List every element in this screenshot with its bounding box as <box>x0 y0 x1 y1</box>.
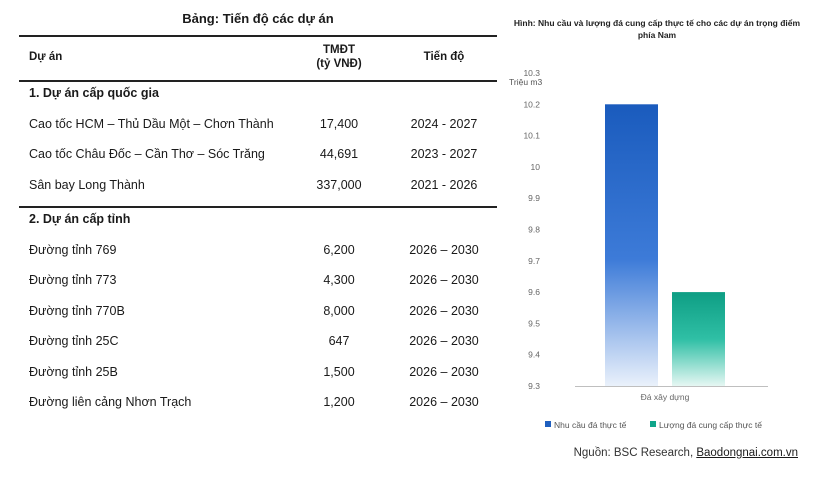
project-name: Cao tốc Châu Đốc – Cần Thơ – Sóc Trăng <box>29 147 265 161</box>
legend-label-supply: Lượng đá cung cấp thực tế <box>659 420 762 430</box>
capital-cell: 17,400 <box>319 116 359 131</box>
schedule-cell: 2021 - 2026 <box>410 177 478 192</box>
schedule-cell: 2026 – 2030 <box>409 364 479 379</box>
y-tick-label: 9.9 <box>528 193 540 204</box>
legend-item-demand <box>545 420 626 430</box>
table-title: Bảng: Tiến độ các dự án <box>182 11 334 26</box>
schedule-cell: 2026 – 2030 <box>409 242 479 257</box>
legend-swatch-supply <box>650 421 656 427</box>
project-name: Đường tỉnh 25B <box>29 364 118 379</box>
chart-title: Hình: Nhu cầu và lượng đá cung cấp thực tế cho các dự án trọng điểm phía Nam <box>513 18 801 40</box>
source-note <box>574 447 798 459</box>
schedule-cell: 2023 - 2027 <box>410 147 478 161</box>
bar-supply <box>672 292 725 386</box>
y-tick-label: 10.2 <box>523 99 540 110</box>
header-capital-line1: TMĐT <box>323 44 355 56</box>
source-link[interactable]: Baodongnai.com.vn <box>696 447 798 459</box>
project-name: Đường tỉnh 773 <box>29 273 117 287</box>
header-capital-line2: (tỷ VNĐ) <box>316 58 362 70</box>
capital-cell: 4,300 <box>323 273 355 287</box>
project-name: Đường tỉnh 769 <box>29 242 117 257</box>
schedule-cell: 2026 – 2030 <box>409 334 479 348</box>
legend-label-demand: Nhu cầu đá thực tế <box>554 420 627 430</box>
project-name: Đường tỉnh 25C <box>29 334 119 348</box>
y-tick-label: 10.1 <box>523 130 540 141</box>
y-tick-label: 10 <box>530 161 540 172</box>
project-name: Cao tốc HCM – Thủ Dầu Một – Chơn Thành <box>29 116 274 131</box>
y-tick-label: 9.5 <box>528 318 540 329</box>
project-name: Sân bay Long Thành <box>29 177 145 192</box>
y-tick-label: 9.4 <box>528 349 540 360</box>
bar-demand <box>605 104 658 386</box>
capital-cell: 647 <box>328 334 350 348</box>
x-category-label: Đá xây dựng <box>640 392 690 402</box>
y-tick-label: 10.3 <box>523 68 540 78</box>
capital-cell: 8,000 <box>323 303 355 318</box>
capital-cell: 44,691 <box>319 147 359 161</box>
y-tick-label: 9.7 <box>528 255 540 266</box>
y-tick-label: 9.8 <box>528 224 540 235</box>
capital-cell: 337,000 <box>316 177 362 192</box>
capital-cell: 1,200 <box>323 395 355 409</box>
y-tick-label: 9.6 <box>528 287 540 298</box>
schedule-cell: 2026 – 2030 <box>409 273 479 287</box>
capital-cell: 1,500 <box>323 364 355 379</box>
y-tick-label: 9.3 <box>528 381 540 391</box>
project-name: Đường tỉnh 770B <box>29 303 125 318</box>
legend-item-supply <box>650 420 762 430</box>
schedule-cell: 2024 - 2027 <box>410 116 478 131</box>
header-schedule: Tiến độ <box>423 51 465 63</box>
source-prefix: Nguồn: BSC Research, <box>573 447 697 459</box>
capital-cell: 6,200 <box>323 242 355 257</box>
section-title: 1. Dự án cấp quốc gia <box>29 86 159 100</box>
header-project: Dự án <box>29 51 63 63</box>
project-name: Đường liên cảng Nhơn Trạch <box>29 395 192 409</box>
legend-swatch-demand <box>545 421 551 427</box>
schedule-cell: 2026 – 2030 <box>409 395 479 409</box>
y-axis-unit-label: Triệu m3 <box>509 77 543 87</box>
section-title: 2. Dự án cấp tỉnh <box>29 212 131 226</box>
schedule-cell: 2026 – 2030 <box>409 303 479 318</box>
